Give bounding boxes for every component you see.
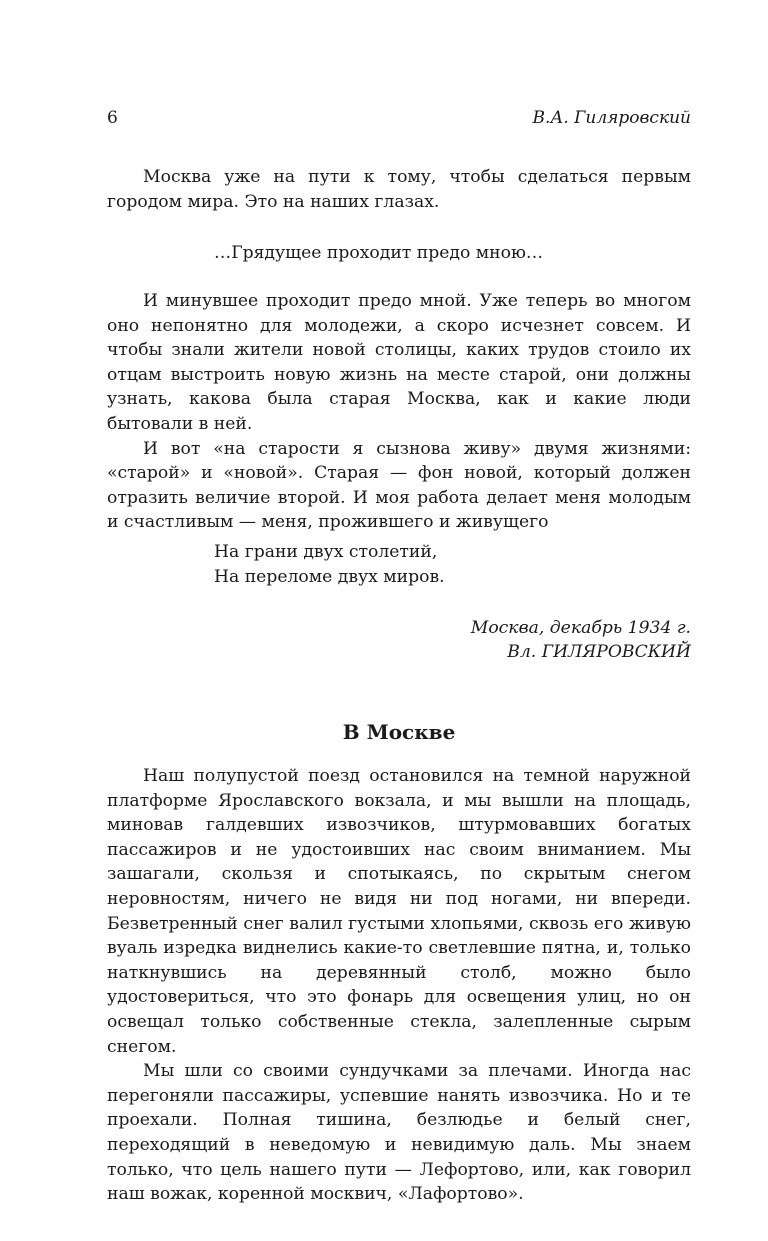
page-number: 6 (107, 108, 118, 128)
intro-paragraph-3: И вот «на старости я сызнова живу» двумя жизнями: «старой» и «новой». Старая — фон новой, который должен отразить величие второй. И моя работа делает меня молодым и счастливым — меня, прожившего и живущего (107, 438, 691, 533)
page-header (107, 108, 691, 130)
verse-line-2: На переломе двух миров. (214, 567, 445, 587)
chapter-title: В Москве (342, 720, 456, 744)
intro-paragraph-1: Москва уже на пути к тому, чтобы сделаться первым городом мира. Это на наших глазах. (107, 167, 691, 212)
signature-place-date: Москва, декабрь 1934 г. (470, 618, 691, 638)
chapter-text-block (107, 764, 691, 1207)
chapter-paragraph-2: Мы шли со своими сундучками за плечами. Иногда нас перегоняли пассажиры, успевшие нанять извозчика. Но и те проехали. Полная тишина, безлюдье и белый снег, переходящий в неведомую и невидимую даль. Мы знаем только, что цель нашего пути — Лефортово, или, как говорил наш вожак, коренной москвич, «Лафортово». (107, 1061, 691, 1205)
epigraph-quote: …Грядущее проходит предо мною… (214, 243, 544, 263)
chapter-paragraph-1: Наш полупустой поезд остановился на темной наружной платформе Ярославского вокзала, и мы вышли на площадь, миновав галдевших извозчиков, штурмовавших богатых пассажиров и не удостоивших нас своим вниманием. Мы зашагали, скользя и спотыкаясь, по скрытым снегом неровностям, ничего не видя ни под ногами, ни впереди. Безветренный снег валил густыми хлопьями, сквозь его живую вуаль изредка виднелись какие-то светлевшие пятна, и, только наткнувшись на деревянный столб, можно было удостовериться, что это фонарь для освещения улиц, но он освещал только собственные стекла, залепленные сырым снегом. (107, 766, 691, 1057)
intro-paragraph-2: И минувшее проходит предо мной. Уже теперь во многом оно непонятно для молодежи, а скоро исчезнет совсем. И чтобы знали жители новой столицы, каких трудов стоило их отцам выстроить новую жизнь на месте старой, они должны узнать, какова была старая Москва, как и какие люди бытовали в ней. (107, 291, 691, 434)
intro-paragraphs-block (107, 289, 691, 535)
intro-paragraph-1-block (107, 165, 691, 214)
verse-line-1: На грани двух столетий, (214, 542, 438, 562)
signature-name: Вл. ГИЛЯРОВСКИЙ (507, 642, 691, 662)
running-head: В.А. Гиляровский (532, 108, 691, 128)
